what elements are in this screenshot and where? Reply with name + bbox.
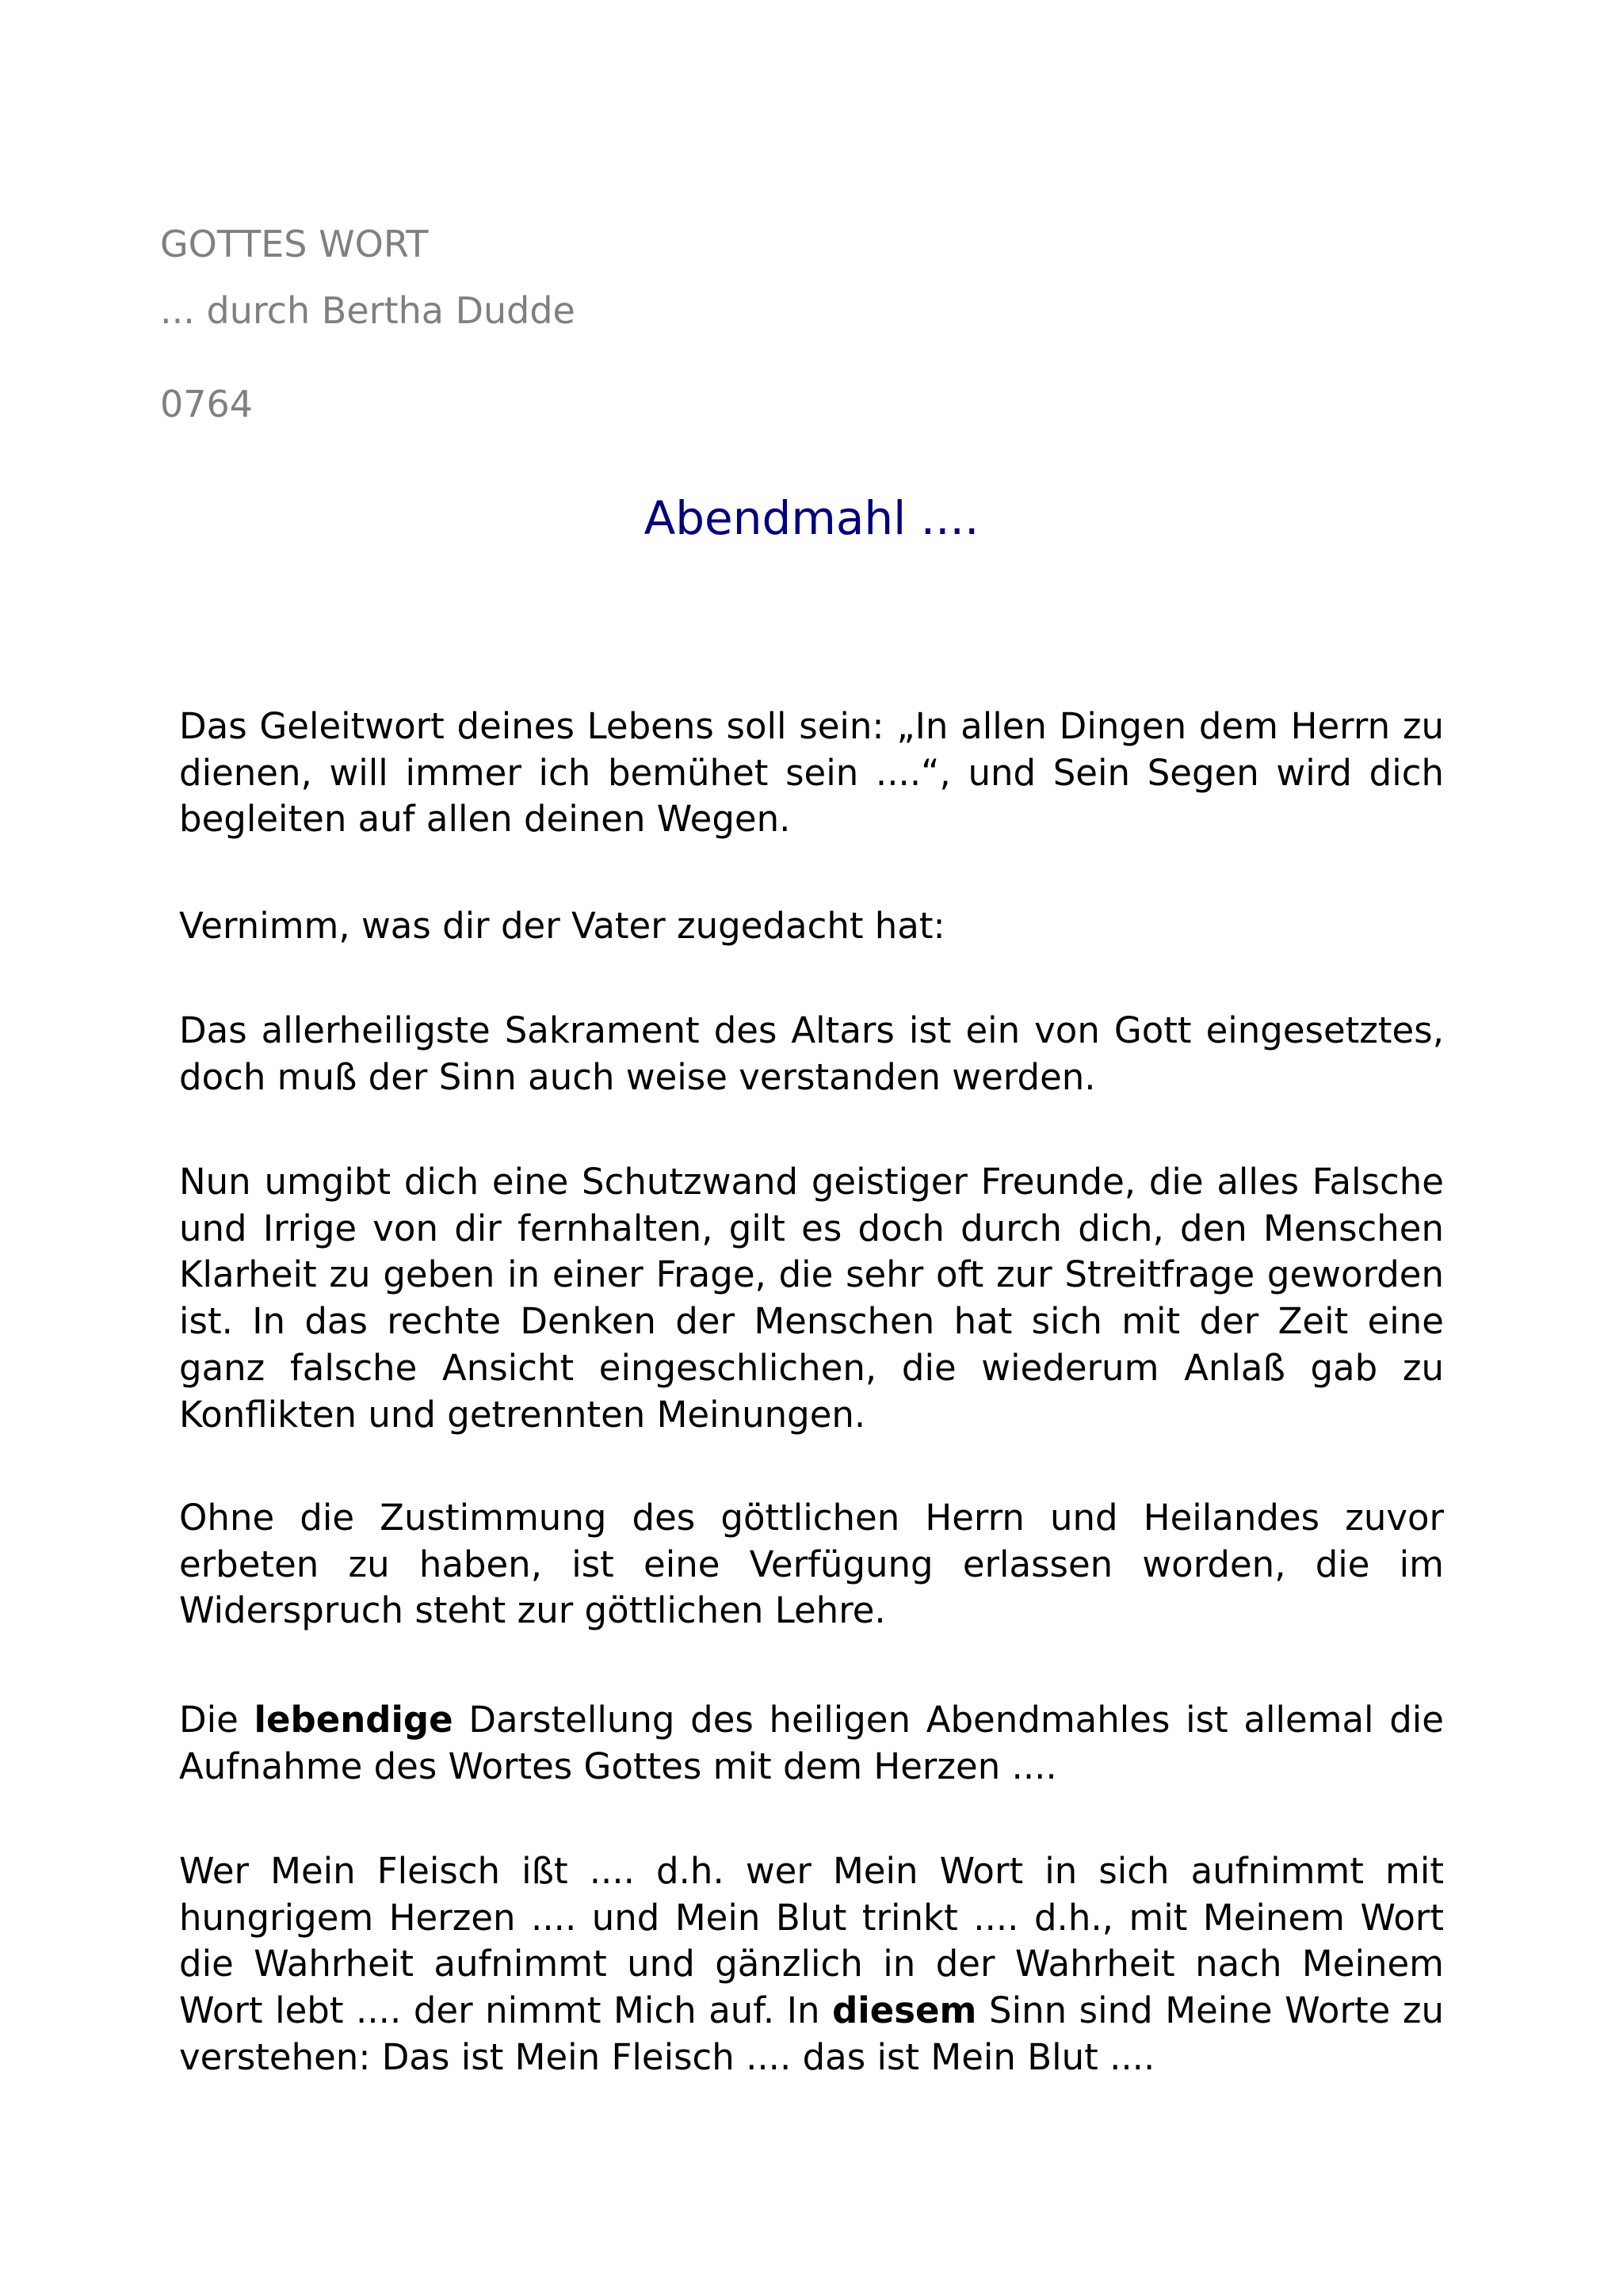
collection-title: GOTTES WORT <box>160 223 429 265</box>
paragraph-6-text-after: Darstellung des heiligen Abendmahles ist allemal die Aufnahme des Wortes Gottes mit dem Herzen .... <box>179 1699 1444 1787</box>
paragraph-6-emphasis: lebendige <box>254 1699 453 1741</box>
message-number: 0764 <box>160 383 254 425</box>
paragraph-2: Vernimm, was dir der Vater zugedacht hat: <box>179 905 945 947</box>
paragraph-7-emphasis: diesem <box>832 1989 977 2032</box>
paragraph-7-text-before: Wer Mein Fleisch ißt .... d.h. wer Mein Wort in sich aufnimmt mit hungrigem Herzen .... und Mein Blut trinkt .... d.h., mit Meinem Wort die Wahrheit aufnimmt und gänzlich in der Wahrheit nach Meinem Wort lebt .... der nimmt Mich auf. In <box>179 1850 1444 2032</box>
paragraph-7 <box>179 1848 1444 2081</box>
paragraph-6 <box>179 1697 1444 1790</box>
author-line: ... durch Bertha Dudde <box>160 289 575 332</box>
paragraph-5: Ohne die Zustimmung des göttlichen Herrn und Heilandes zuvor erbeten zu haben, ist eine Verfügung erlassen worden, die im Widerspruch steht zur göttlichen Lehre. <box>179 1497 1444 1632</box>
page-title: Abendmahl .... <box>643 491 980 545</box>
paragraph-6-text-before: Die <box>179 1699 254 1741</box>
paragraph-7-text-after: Sinn sind Meine Worte zu verstehen: Das ist Mein Fleisch .... das ist Mein Blut .... <box>179 1989 1444 2078</box>
paragraph-1: Das Geleitwort deines Lebens soll sein: „In allen Dingen dem Herrn zu dienen, will immer ich bemühet sein ....“, und Sein Segen wird dich begleiten auf allen deinen Wegen. <box>179 705 1444 841</box>
paragraph-4: Nun umgibt dich eine Schutzwand geistiger Freunde, die alles Falsche und Irrige von dir fernhalten, gilt es doch durch dich, den Menschen Klarheit zu geben in einer Frage, die sehr oft zur Streitfrage geworden ist. In das rechte Denken der Menschen hat sich mit der Zeit eine ganz falsche Ansicht eingeschlichen, die wiederum Anlaß gab zu Konflikten und getrennten Meinungen. <box>179 1161 1444 1436</box>
paragraph-3: Das allerheiligste Sakrament des Altars ist ein von Gott eingesetztes, doch muß der Sinn auch weise verstanden werden. <box>179 1009 1444 1098</box>
